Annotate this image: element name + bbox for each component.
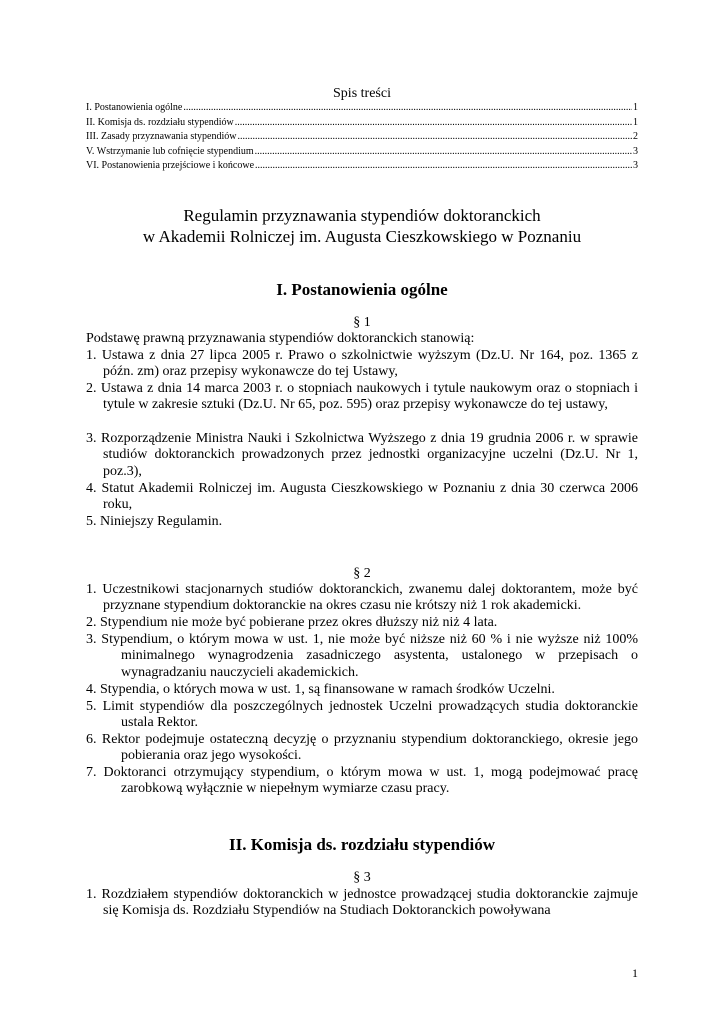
toc-title: Spis treści (333, 86, 391, 101)
toc-leader-dots (238, 130, 633, 145)
list-item: 2. Stypendium nie może być pobierane przez okres dłuższy niż niż 4 lata. (86, 615, 498, 630)
toc-entry-page: 1 (633, 116, 638, 128)
list-item: 2. Ustawa z dnia 14 marca 2003 r. o stopniach naukowych i tytule naukowym oraz o stopniach i tytule w zakresie sztuki (Dz.U. Nr 65, poz. 595) oraz przepisy wykonawcze do tej ustawy, (86, 381, 638, 413)
list-item: 1. Uczestnikowi stacjonarnych studiów doktoranckich, zwanemu dalej doktorantem, może być przyznane stypendium doktoranckie na okres czasu nie krótszy niż 1 rok akademicki. (86, 582, 638, 614)
list-item: 5. Niniejszy Regulamin. (86, 514, 223, 529)
list-item: 3. Stypendium, o którym mowa w ust. 1, nie może być niższe niż 60 % i nie wyższe niż 100% minimalnego wynagrodzenia zasadniczego asystenta, ustalonego w przepisach o wynagradzaniu nauczycieli akademickich. (86, 632, 638, 680)
toc-entry-page: 1 (633, 102, 638, 113)
list-item: 5. Limit stypendiów dla poszczególnych jednostek Uczelni prowadzących studia doktoranckie ustala Rektor. (86, 699, 638, 731)
toc-entry-label: I. Postanowienia ogólne (86, 102, 183, 113)
paragraph-symbol: § 3 (353, 870, 371, 885)
list-item: 1. Rozdziałem stypendiów doktoranckich w jednostce prowadzącej studia doktoranckie zajmuje się Komisja ds. Rozdziału Stypendiów na Studiach Doktoranckich powoływana (86, 887, 638, 919)
list-item: 4. Stypendia, o których mowa w ust. 1, są finansowane w ramach środków Uczelni. (86, 682, 555, 697)
document-title-line-2: w Akademii Rolniczej im. Augusta Cieszkowskiego w Poznaniu (142, 227, 582, 246)
list-item: 1. Ustawa z dnia 27 lipca 2005 r. Prawo o szkolnictwie wyższym (Dz.U. Nr 164, poz. 1365 z późn. zm) oraz przepisy wykonawcze do tej Ustawy, (86, 348, 638, 380)
list-item: 7. Doktoranci otrzymujący stypendium, o którym mowa w ust. 1, mogą podejmować pracę zarobkową wyłącznie w niepełnym wymiarze czasu pracy. (86, 765, 638, 797)
toc-entry-label: III. Zasady przyznawania stypendiów (86, 131, 237, 143)
section-heading: I. Postanowienia ogólne (276, 280, 448, 299)
toc-leader-dots (255, 145, 632, 160)
toc-entry-page: 2 (633, 131, 638, 143)
list-item: 3. Rozporządzenie Ministra Nauki i Szkolnictwa Wyższego z dnia 19 grudnia 2006 r. w sprawie studiów doktoranckich prowadzonych przez jednostki organizacyjne uczelni (Dz.U. Nr 1, poz.3), (86, 431, 638, 479)
toc-entry[interactable] (86, 130, 638, 145)
list-item: 4. Statut Akademii Rolniczej im. Augusta Cieszkowskiego w Poznaniu z dnia 30 czerwca 2006 roku, (86, 481, 638, 513)
page-number: 1 (632, 966, 638, 980)
toc-entry-label: V. Wstrzymanie lub cofnięcie stypendium (86, 145, 254, 157)
paragraph-symbol: § 1 (353, 315, 371, 330)
toc-entry[interactable] (86, 145, 638, 160)
section-heading: II. Komisja ds. rozdziału stypendiów (228, 835, 496, 854)
list-item: 6. Rektor podejmuje ostateczną decyzję o przyznaniu stypendium doktoranckiego, okresie jego pobierania oraz jego wysokości. (86, 732, 638, 764)
toc-leader-dots (235, 116, 632, 131)
toc-leader-dots (255, 159, 632, 174)
document-title-line-1: Regulamin przyznawania stypendiów doktoranckich (183, 206, 541, 225)
toc-entry[interactable] (86, 116, 638, 131)
paragraph-symbol: § 2 (353, 566, 371, 581)
toc-entry-label: II. Komisja ds. rozdziału stypendiów (86, 116, 234, 128)
toc-entry-page: 3 (633, 160, 638, 172)
paragraph-intro: Podstawę prawną przyznawania stypendiów doktoranckich stanowią: (86, 331, 475, 346)
toc-entry-label: VI. Postanowienia przejściowe i końcowe (86, 160, 255, 172)
toc-leader-dots (183, 101, 632, 116)
toc-entry[interactable] (86, 159, 638, 174)
table-of-contents (86, 101, 638, 174)
toc-entry-page: 3 (633, 145, 638, 157)
toc-entry[interactable] (86, 101, 638, 116)
